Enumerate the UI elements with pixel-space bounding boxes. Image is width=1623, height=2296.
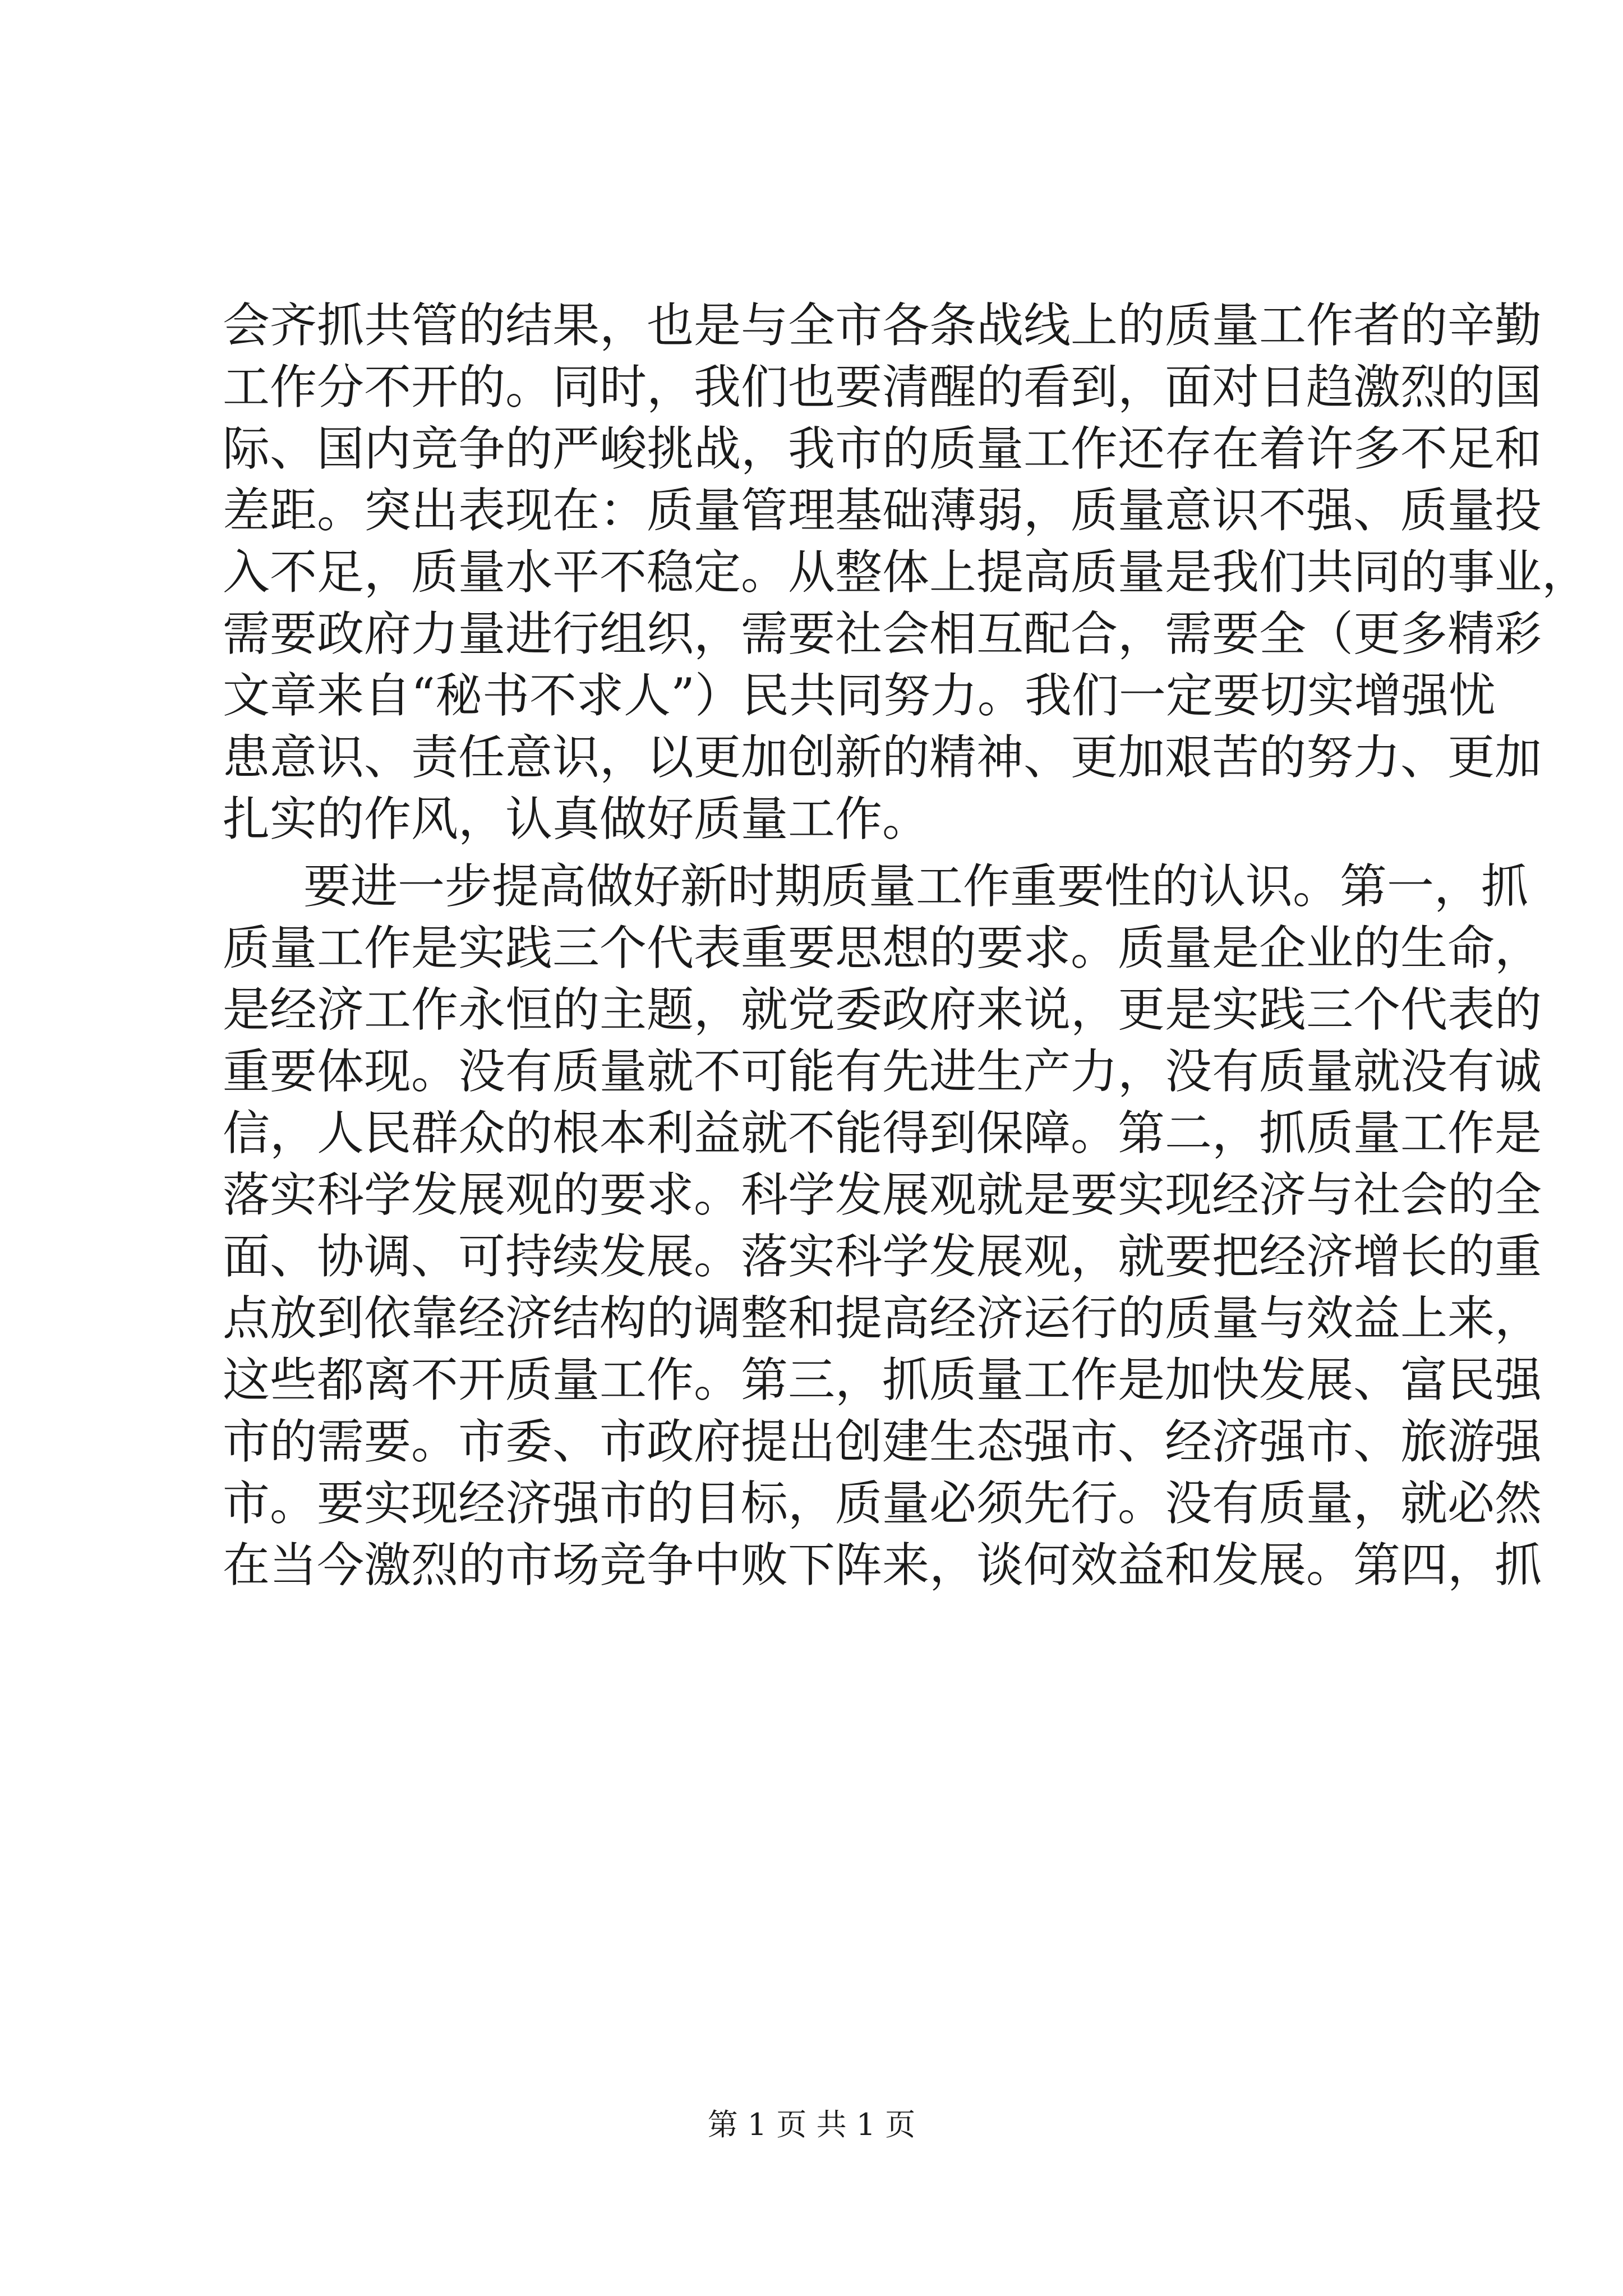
paragraph-line: 质量工作是实践三个代表重要思想的要求。质量是企业的生命， xyxy=(223,921,1542,976)
paragraph-line: 差距。突出表现在：质量管理基础薄弱，质量意识不强、质量投 xyxy=(223,483,1542,538)
paragraph-line: 需要政府力量进行组织，需要社会相互配合，需要全（更多精彩 xyxy=(223,606,1542,661)
paragraph-line: 工作分不开的。同时，我们也要清醒的看到，面对日趋激烈的国 xyxy=(223,360,1542,415)
paragraph-line: 这些都离不开质量工作。第三，抓质量工作是加快发展、富民强 xyxy=(223,1352,1542,1407)
paragraph-line: 患意识、责任意识，以更加创新的精神、更加艰苦的努力、更加 xyxy=(223,730,1542,785)
paragraph-line: 市的需要。市委、市政府提出创建生态强市、经济强市、旅游强 xyxy=(223,1414,1542,1469)
paragraph-line: 扎实的作风，认真做好质量工作。 xyxy=(223,792,930,846)
paragraph-line: 会齐抓共管的结果，也是与全市各条战线上的质量工作者的辛勤 xyxy=(223,298,1542,353)
paragraph-line: 入不足，质量水平不稳定。从整体上提高质量是我们共同的事业， xyxy=(223,545,1589,600)
paragraph-line: 信，人民群众的根本利益就不能得到保障。第二，抓质量工作是 xyxy=(223,1106,1542,1161)
paragraph-line: 落实科学发展观的要求。科学发展观就是要实现经济与社会的全 xyxy=(223,1167,1542,1222)
paragraph-line: 际、国内竞争的严峻挑战，我市的质量工作还存在着许多不足和 xyxy=(223,421,1542,476)
paragraph-line: 文章来自“秘书不求人”）民共同努力。我们一定要切实增强忧 xyxy=(223,668,1496,723)
paragraph-line: 是经济工作永恒的主题，就党委政府来说，更是实践三个代表的 xyxy=(223,982,1542,1037)
paragraph-line: 点放到依靠经济结构的调整和提高经济运行的质量与效益上来， xyxy=(223,1291,1542,1346)
paragraph-first-line: 要进一步提高做好新时期质量工作重要性的认识。第一，抓 xyxy=(303,859,1529,914)
paragraph-line: 在当今激烈的市场竞争中败下阵来，谈何效益和发展。第四，抓 xyxy=(223,1538,1542,1593)
page-footer: 第 1 页 共 1 页 xyxy=(707,2107,916,2142)
paragraph-line: 面、协调、可持续发展。落实科学发展观，就要把经济增长的重 xyxy=(223,1229,1542,1284)
paragraph-line: 重要体现。没有质量就不可能有先进生产力，没有质量就没有诚 xyxy=(223,1044,1542,1099)
paragraph-line: 市。要实现经济强市的目标，质量必须先行。没有质量，就必然 xyxy=(223,1476,1542,1531)
